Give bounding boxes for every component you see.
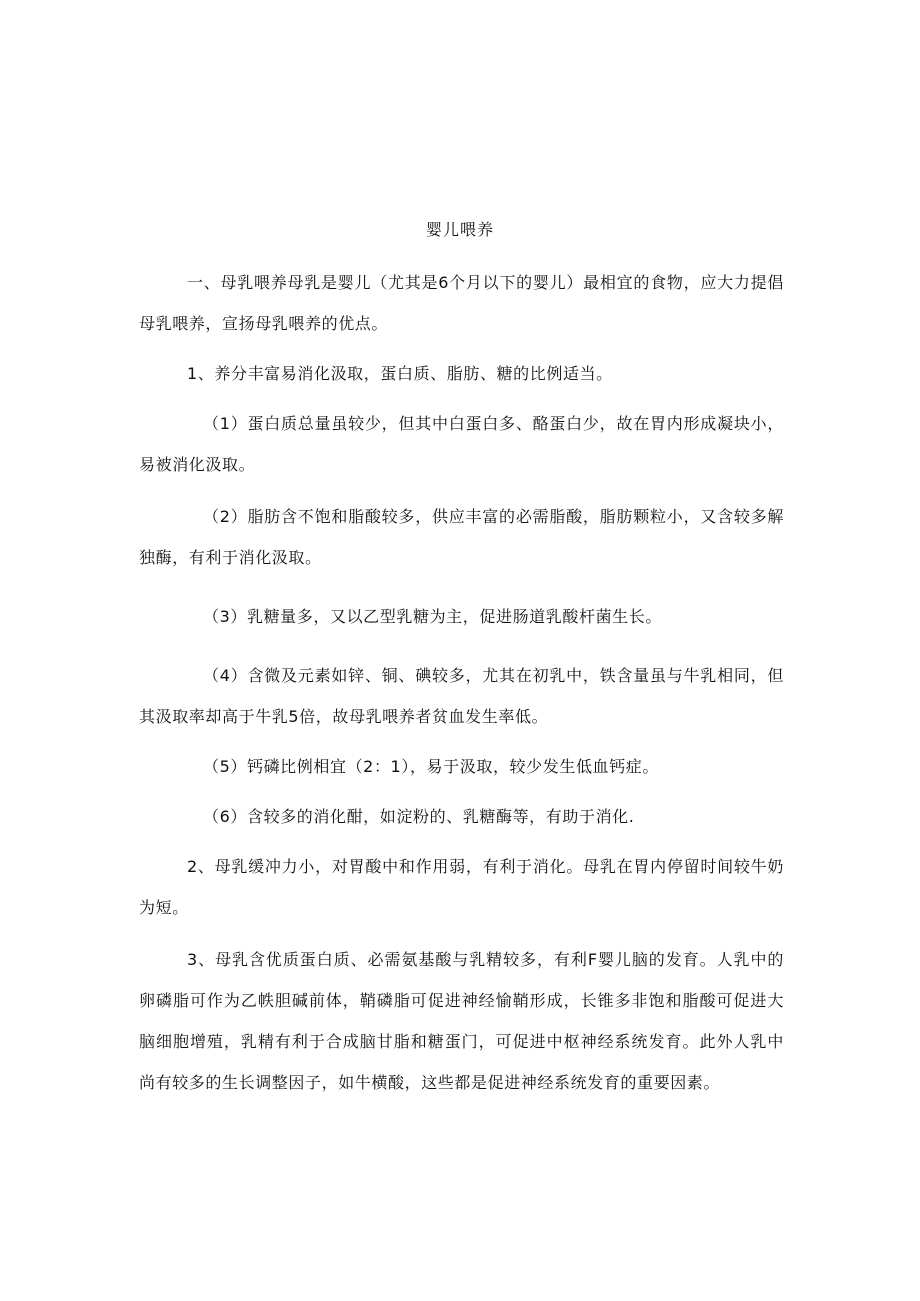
- paragraph-item-6: （6）含较多的消化酣，如淀粉的、乳糖酶等，有助于消化.: [203, 807, 635, 826]
- paragraph-section-1: 一、母乳喂养母乳是婴儿（尤其是6个月以下的婴儿）最相宜的食物，应大力提倡母乳喂养，宣扬母乳喂养的优点。: [139, 273, 784, 333]
- paragraph-point-3: 3、母乳含优质蛋白质、必需氨基酸与乳精较多，有利F婴儿脑的发育。人乳中的卵磷脂可作为乙帙胆碱前体，鞘磷脂可促进神经愉鞘形成，长锥多非饱和脂酸可促进大脑细胞增殖，乳精有利于合成脑甘脂和糖蛋门，可促进中枢神经系统发育。此外人乳中尚有较多的生长调整因子，如牛横酸，这些都是促进神经系统发育的重要因素。: [139, 950, 784, 1092]
- paragraph-point-2: 2、母乳缓冲力小，对胃酸中和作用弱，有利于消化。母乳在胃内停留时间较牛奶为短。: [139, 857, 784, 917]
- paragraph-item-2: （2）脂肪含不饱和脂酸较多，供应丰富的必需脂酸，脂肪颗粒小，又含较多解独酶，有利于消化汲取。: [139, 507, 784, 567]
- paragraph-item-3: （3）乳糖量多，又以乙型乳糖为主，促进肠道乳酸杆菌生长。: [203, 607, 662, 626]
- document-body: [139, 262, 784, 1103]
- paragraph-item-5: （5）钙磷比例相宜（2：1），易于汲取，较少发生低血钙症。: [203, 757, 659, 776]
- paragraph-item-1: （1）蛋白质总量虽较少，但其中白蛋白多、酪蛋白少，故在胃内形成凝块小，易被消化汲取。: [139, 414, 784, 474]
- paragraph-point-1: 1、养分丰富易消化汲取，蛋白质、脂肪、糖的比例适当。: [187, 364, 613, 383]
- paragraph-item-4: （4）含微及元素如锌、铜、碘较多，尤其在初乳中，铁含量虽与牛乳相同，但其汲取率却高于牛乳5倍，故母乳喂养者贫血发生率低。: [139, 666, 784, 726]
- document-title: 婴儿喂养: [425, 220, 494, 239]
